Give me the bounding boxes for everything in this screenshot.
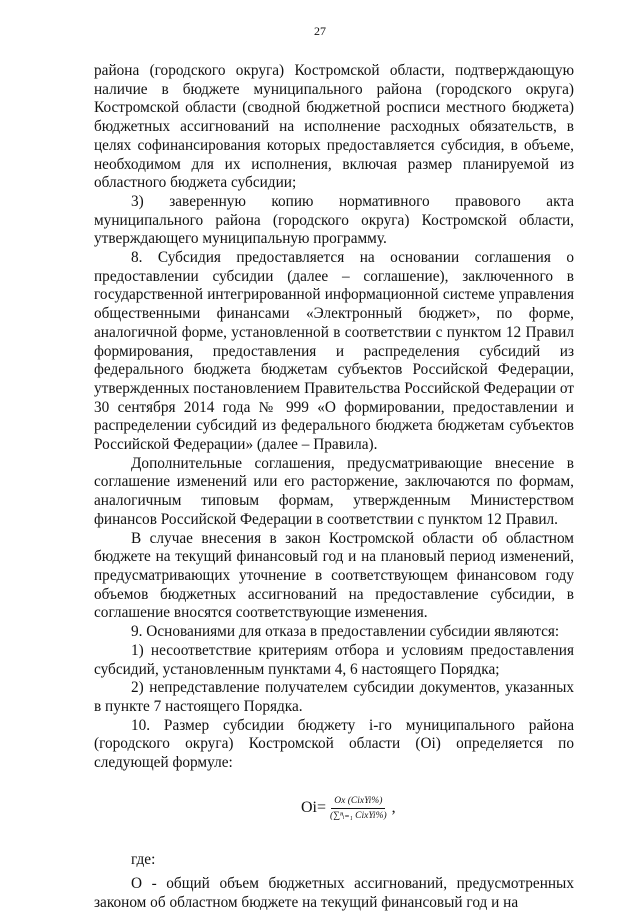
paragraph-where: где: xyxy=(131,850,156,868)
page-number: 27 xyxy=(314,24,326,38)
paragraph-6: 9. Основаниями для отказа в предоставлении субсидии являются: xyxy=(131,623,560,641)
formula-fraction xyxy=(327,795,390,822)
formula-denominator: (∑ⁿᵢ₌₁ CixYi%) xyxy=(330,810,387,821)
paragraph-8: 2) непредставление получателем субсидии документов, указанных в пункте 7 настоящего Порядка. xyxy=(94,679,574,715)
paragraph-9: 10. Размер субсидии бюджету i-го муниципального района (городского округа) Костромской области (Oi) определяется по следующей формуле: xyxy=(94,716,574,772)
document-body xyxy=(94,62,574,913)
formula-lhs: Oi= xyxy=(301,798,327,816)
paragraph-4: Дополнительные соглашения, предусматривающие внесение в соглашение изменений или его расторжение, заключаются по формам, аналогичным типовым формам, утвержденным Министерством финансов Российской Федерации в соответствии с пунктом 12 Правил. xyxy=(94,454,574,528)
formula-block xyxy=(94,783,574,843)
paragraph-2: 3) заверенную копию нормативного правового акта муниципального района (городского округа) Костромской области, утверждающего муниципальную программу. xyxy=(94,192,574,248)
formula xyxy=(301,795,396,822)
paragraph-1: района (городского округа) Костромской области, подтверждающую наличие в бюджете муниципального района (городского округа) Костромской области (сводной бюджетной росписи местного бюджета) бюджетных ассигнований на исполнение расходных обязательств, в целях софинансирования которых предоставляется субсидия, в объеме, необходимом для их исполнения, включая размер планируемой из областного бюджета субсидии; xyxy=(94,62,574,192)
formula-trailing: , xyxy=(391,798,396,816)
paragraph-definition-o: O - общий объем бюджетных ассигнований, предусмотренных законом об областном бюджете на текущий финансовый год и на xyxy=(94,875,574,912)
paragraph-3: 8. Субсидия предоставляется на основании соглашения о предоставлении субсидии (далее – соглашение), заключенного в государственной интегрированной информационной системе управления общественными финансами «Электронный бюджет», по форме, аналогичной форме, установленной в соответствии с пунктом 12 Правил формирования, предоставления и распределения субсидий из федерального бюджета бюджетам субъектов Российской Федерации, утвержденных постановлением Правительства Российской Федерации от 30 сентября 2014 года № 999 «О формировании, предоставлении и распределении субсидий из федерального бюджета бюджетам субъектов Российской Федерации» (далее – Правила). xyxy=(94,249,574,454)
paragraph-5: В случае внесения в закон Костромской области об областном бюджете на текущий финансовый год и на плановый период изменений, предусматривающих уточнение в соответствующем финансовом году объемов бюджетных ассигнований на предоставление субсидии, в соглашение вносятся соответствующие изменения. xyxy=(94,529,574,622)
paragraph-7: 1) несоответствие критериям отбора и условиям предоставления субсидий, установленным пунктами 4, 6 настоящего Порядка; xyxy=(94,641,574,678)
formula-numerator: Ox (CixYi%) xyxy=(331,795,385,809)
